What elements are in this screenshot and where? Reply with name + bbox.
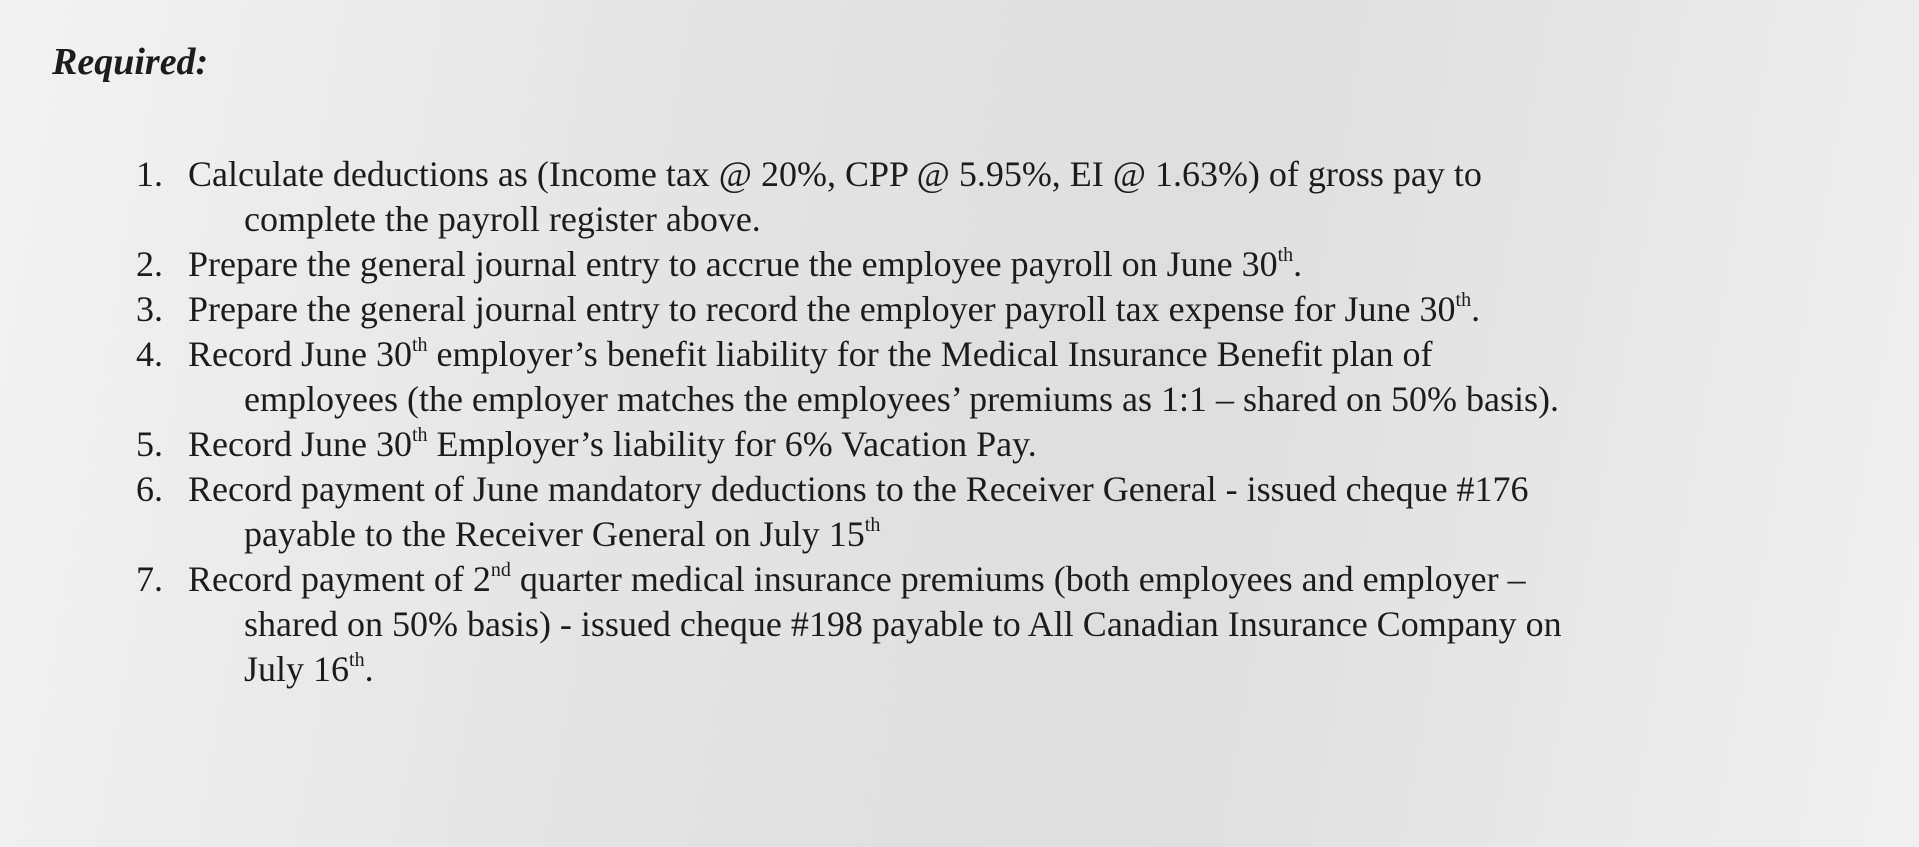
requirement-item-6: [136, 467, 1896, 557]
ordinal-suffix: th: [411, 334, 428, 356]
item-continuation: complete the payroll register above.: [244, 199, 761, 239]
ordinal-suffix: th: [349, 649, 365, 671]
item-number: 3.: [136, 289, 163, 329]
item-continuation: shared on 50% basis) - issued cheque #198 payable to All Canadian Insurance Company on: [244, 604, 1562, 644]
item-number: 2.: [136, 244, 163, 284]
requirements-list: [136, 152, 1896, 692]
item-number: 4.: [136, 334, 163, 374]
item-text: Record payment of 2: [188, 559, 491, 599]
item-number: 5.: [136, 424, 163, 464]
item-continuation-text: payable to the Receiver General on July 15: [244, 514, 865, 554]
item-continuation-2: [136, 647, 1896, 692]
item-number: 1.: [136, 154, 163, 194]
item-number: 7.: [136, 559, 163, 599]
requirement-item-4: [136, 332, 1896, 422]
item-text-cont: quarter medical insurance premiums (both employees and employer –: [510, 559, 1526, 599]
requirement-item-7: [136, 557, 1896, 692]
item-punctuation: .: [1471, 289, 1481, 329]
ordinal-suffix: th: [1455, 289, 1472, 311]
item-continuation: [136, 512, 1896, 557]
requirement-item-2: [136, 242, 1896, 287]
item-text: Calculate deductions as (Income tax @ 20%, CPP @ 5.95%, EI @ 1.63%) of gross pay to: [188, 154, 1482, 194]
item-text: Prepare the general journal entry to record the employer payroll tax expense for June 30: [188, 289, 1456, 329]
item-punctuation: .: [1293, 244, 1303, 284]
requirement-item-5: [136, 422, 1896, 467]
item-text: Prepare the general journal entry to accrue the employee payroll on June 30: [188, 244, 1278, 284]
item-number: 6.: [136, 469, 163, 509]
item-continuation: employees (the employer matches the employees’ premiums as 1:1 – shared on 50% basis).: [244, 379, 1559, 419]
item-text-cont: employer’s benefit liability for the Medical Insurance Benefit plan of: [427, 334, 1433, 374]
ordinal-suffix: th: [1277, 244, 1294, 266]
required-heading: Required:: [52, 41, 209, 83]
ordinal-suffix: nd: [490, 559, 511, 581]
ordinal-suffix: th: [411, 424, 428, 446]
item-text: Record June 30: [188, 424, 412, 464]
requirement-item-1: [136, 152, 1896, 242]
item-text-cont: Employer’s liability for 6% Vacation Pay.: [427, 424, 1037, 464]
item-text: Record June 30: [188, 334, 412, 374]
item-punctuation: .: [364, 649, 374, 689]
ordinal-suffix: th: [864, 514, 881, 536]
requirement-item-3: [136, 287, 1896, 332]
item-continuation-text: July 16: [244, 649, 350, 689]
item-text: Record payment of June mandatory deductions to the Receiver General - issued cheque #176: [188, 469, 1529, 509]
